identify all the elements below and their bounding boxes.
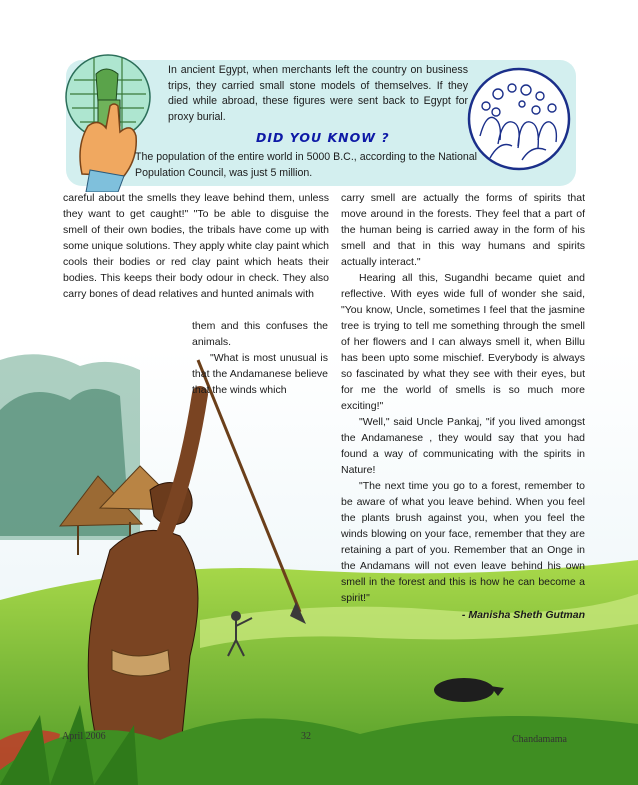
article-paragraph: careful about the smells they leave behind them, unless they want to get caught!" "To be able to disguise the smell of their own bodies, the tribals have come up with some unique solutions. They apply white clay paint which cools their bodies or red clay paint which heats their bodies. This keeps their body odour in check. They also carry bones of dead relatives and hunted animals with xyxy=(63,192,329,300)
article-paragraph: "What is most unusual is that the Andamanese believe that the winds which xyxy=(192,352,328,396)
article-paragraph: carry smell are actually the forms of spirits that move around in the forests. They feel that a part of the human being is carried away in the form of his smell and that in this way humans and spirits actually interact." xyxy=(341,192,585,268)
article-paragraph: Hearing all this, Sugandhi became quiet and reflective. With eyes wide full of wonder she said, "You know, Uncle, sometimes I feel that the jasmine tree is trying to tell me something through the smell of her flowers and I can always smell it, when Billu has been upto some mischief. Everybody is always so fascinated by what they see with their eyes, but for me the world of smells is so much more exciting!" xyxy=(341,272,585,412)
issue-date: April 2006 xyxy=(62,731,106,742)
did-you-know-heading: DID YOU KNOW ? xyxy=(256,130,390,145)
article-paragraph: "Well," said Uncle Pankaj, "if you lived amongst the Andamanese , they would say that you had found a way of communicating with the spirits in Nature! xyxy=(341,416,585,476)
population-fact: The population of the entire world in 5000 B.C., according to the National Population Council, was just 5 million. xyxy=(135,151,477,179)
crowd-illustration xyxy=(466,66,572,172)
article-left-narrow-column xyxy=(192,318,328,398)
article-paragraph: them and this confuses the animals. xyxy=(192,320,328,348)
magazine-name: Chandamama xyxy=(512,734,567,745)
egypt-fact: In ancient Egypt, when merchants left the country on business trips, they carried small stone models of themselves. If they died while abroad, these figures were sent back to Egypt for proxy burial. xyxy=(168,64,468,123)
article-left-column xyxy=(63,190,329,302)
author-credit: - Manisha Sheth Gutman xyxy=(461,609,585,621)
page-number: 32 xyxy=(301,731,311,742)
article-paragraph: "The next time you go to a forest, remember to be aware of what you leave behind. When you feel the plants brush against you, when you feel the winds blowing on your face, remember that they are retaining a part of you. Remember that an Onge in the Andamans will not even leave behind his own smell in the forest and this is how he can become a spirit!" xyxy=(341,480,585,604)
article-right-column xyxy=(341,190,585,623)
